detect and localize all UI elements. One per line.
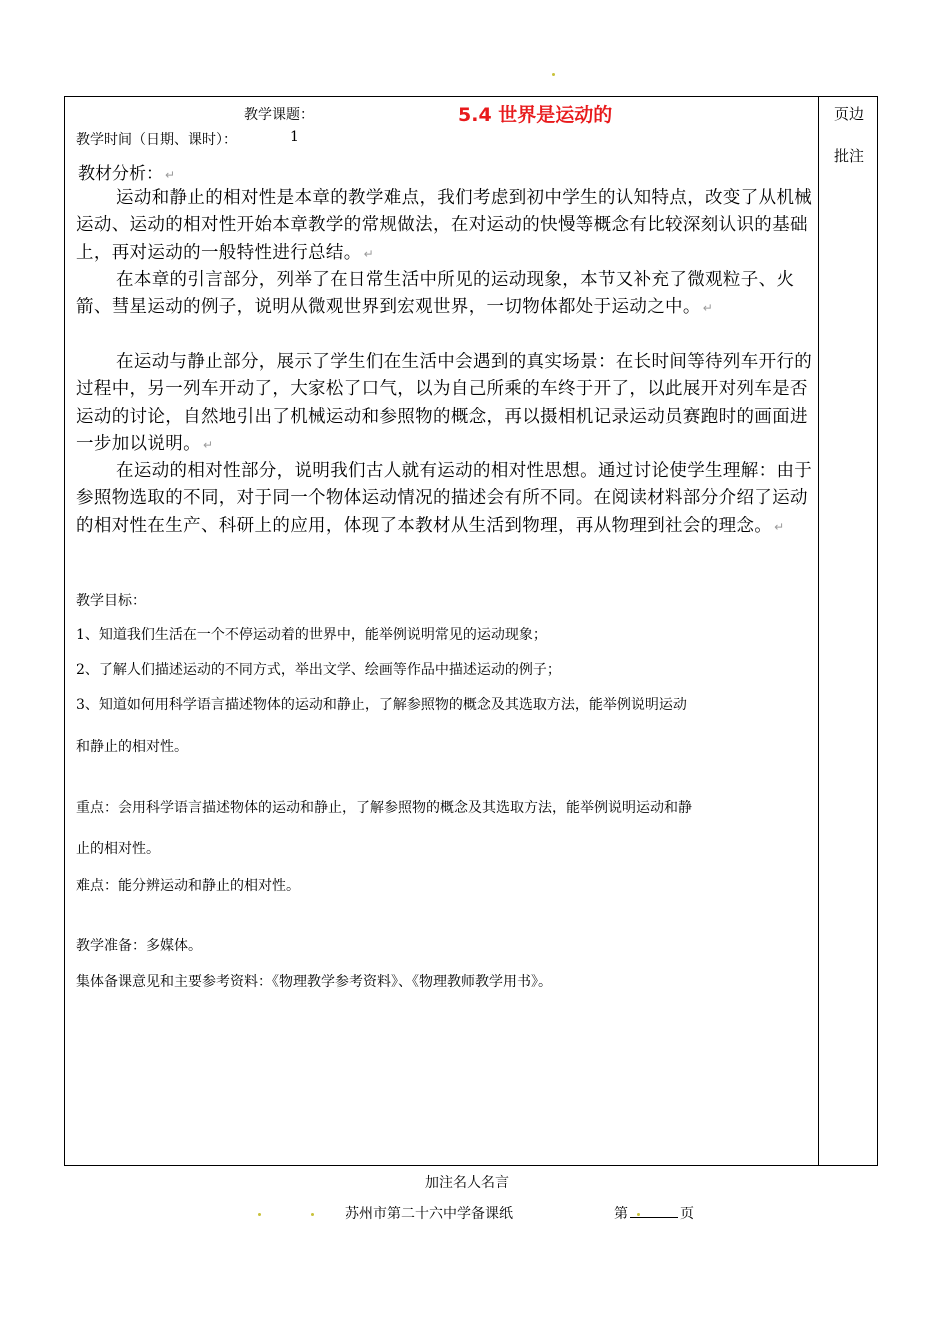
objectives-heading: 教学目标：: [76, 593, 146, 609]
focus-point-continued: 止的相对性。: [76, 841, 160, 857]
objective-item-2: 2、了解人们描述运动的不同方式，举出文学、绘画等作品中描述运动的例子；: [76, 662, 561, 678]
paragraph-mark: ↵: [202, 437, 214, 452]
objective-item-3-continued: 和静止的相对性。: [76, 739, 188, 755]
teaching-time-value: 1: [290, 129, 299, 145]
analysis-paragraph-text: 在运动的相对性部分，说明我们古人就有运动的相对性思想。通过讨论使学生理解：由于参照物选取的不同，对于同一个物体运动情况的描述会有所不同。在阅读材料部分介绍了运动的相对性在生产、科研上的应用，体现了本教材从生活到物理，再从物理到社会的理念。: [76, 461, 813, 536]
quote-note: 加注名人名言: [425, 1175, 509, 1191]
analysis-paragraph: [76, 267, 814, 323]
page-number: [614, 1203, 694, 1223]
paragraph-mark: ↵: [165, 168, 176, 182]
margin-label-top: 页边: [833, 105, 864, 123]
analysis-paragraph: [76, 458, 814, 541]
analysis-paragraph-text: 在运动与静止部分，展示了学生们在生活中会遇到的真实场景：在长时间等待列车开行的过程中，另一列车开动了，大家松了口气，以为自己所乘的车终于开了，以此展开对列车是否运动的讨论，自然地引出了机械运动和参照物的概念，再以摄相机记录运动员赛跑时的画面进一步加以说明。: [76, 352, 813, 454]
page-prefix: 第: [614, 1206, 628, 1222]
margin-column-divider: [818, 96, 819, 1166]
difficulty-point: 难点：能分辨运动和静止的相对性。: [76, 878, 300, 894]
reference-materials: 集体备课意见和主要参考资料：《物理教学参考资料》、《物理教师教学用书》。: [76, 974, 552, 990]
analysis-paragraph: [76, 349, 814, 459]
teaching-preparation: 教学准备：多媒体。: [76, 938, 202, 954]
analysis-paragraph: [76, 185, 814, 268]
lesson-title: 5.4 世界是运动的: [458, 104, 613, 126]
page-suffix: 页: [680, 1206, 694, 1222]
objective-item-1: 1、知道我们生活在一个不停运动着的世界中，能举例说明常见的运动现象；: [76, 627, 547, 643]
decorative-dot: [258, 1213, 261, 1216]
analysis-heading: [78, 159, 175, 184]
page-number-blank: [630, 1203, 678, 1218]
paragraph-mark: ↵: [774, 519, 785, 534]
objective-item-3: 3、知道如何用科学语言描述物体的运动和静止，了解参照物的概念及其选取方法，能举例说明运动: [76, 697, 687, 713]
teaching-time-label: 教学时间（日期、课时）：: [76, 132, 237, 148]
analysis-paragraph-text: 在本章的引言部分，列举了在日常生活中所见的运动现象，本节又补充了微观粒子、火箭、彗星运动的例子，说明从微观世界到宏观世界，一切物体都处于运动之中。: [76, 270, 795, 318]
lesson-topic-label: 教学课题：: [244, 107, 314, 123]
paragraph-mark: ↵: [702, 301, 713, 316]
focus-point: 重点：会用科学语言描述物体的运动和静止，了解参照物的概念及其选取方法，能举例说明运动和静: [76, 800, 692, 816]
margin-label-bottom: 批注: [833, 147, 864, 165]
paragraph-mark: ↵: [363, 246, 374, 261]
school-paper-label: 苏州市第二十六中学备课纸: [345, 1206, 513, 1222]
decorative-dot: [311, 1213, 314, 1216]
analysis-heading-text: 教材分析：: [78, 164, 163, 184]
analysis-paragraph-text: 运动和静止的相对性是本章的教学难点，我们考虑到初中学生的认知特点，改变了从机械运动、运动的相对性开始本章教学的常规做法，在对运动的快慢等概念有比较深刻认识的基础上，再对运动的一般特性进行总结。: [76, 188, 813, 263]
decorative-dot: [552, 73, 555, 76]
